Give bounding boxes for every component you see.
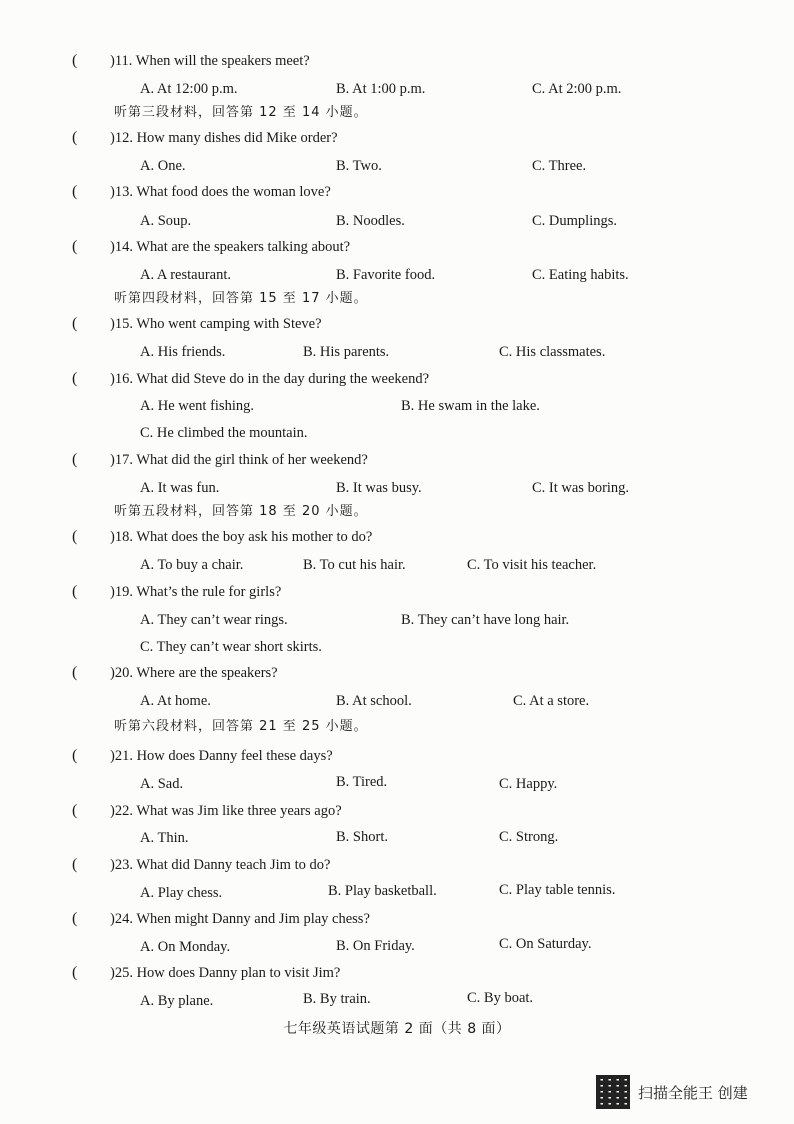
answer-paren: ( bbox=[72, 583, 78, 600]
answer-paren: ( bbox=[72, 183, 78, 200]
question-20: )20. Where are the speakers? bbox=[110, 665, 278, 681]
answer-paren: ( bbox=[72, 964, 78, 981]
qr-code-icon bbox=[596, 1075, 630, 1109]
section-3-instruction: 听第三段材料，回答第 12 至 14 小题。 bbox=[114, 105, 368, 120]
section-6-instruction: 听第六段材料，回答第 21 至 25 小题。 bbox=[114, 719, 368, 734]
option-23-c: C. Play table tennis. bbox=[499, 882, 616, 898]
option-20-c: C. At a store. bbox=[513, 693, 590, 709]
question-12: )12. How many dishes did Mike order? bbox=[110, 130, 338, 146]
question-21: )21. How does Danny feel these days? bbox=[110, 748, 333, 764]
answer-paren: ( bbox=[72, 451, 78, 468]
option-16-a: A. He went fishing. bbox=[140, 398, 254, 414]
option-13-a: A. Soup. bbox=[140, 213, 192, 229]
question-11: )11. When will the speakers meet? bbox=[110, 53, 310, 69]
question-15: )15. Who went camping with Steve? bbox=[110, 316, 322, 332]
question-17: )17. What did the girl think of her weekend? bbox=[110, 452, 368, 468]
option-22-b: B. Short. bbox=[336, 829, 388, 845]
option-15-c: C. His classmates. bbox=[499, 344, 606, 360]
answer-paren: ( bbox=[72, 528, 78, 545]
option-23-b: B. Play basketball. bbox=[328, 883, 437, 899]
option-17-c: C. It was boring. bbox=[532, 480, 630, 496]
option-14-c: C. Eating habits. bbox=[532, 267, 629, 283]
option-15-a: A. His friends. bbox=[140, 344, 226, 360]
option-22-c: C. Strong. bbox=[499, 829, 559, 845]
scanner-watermark bbox=[596, 1075, 748, 1109]
answer-paren: ( bbox=[72, 129, 78, 146]
answer-paren: ( bbox=[72, 238, 78, 255]
page-footer: 七年级英语试题第 2 面（共 8 面） bbox=[283, 1021, 511, 1037]
option-12-b: B. Two. bbox=[336, 158, 382, 174]
option-16-b: B. He swam in the lake. bbox=[401, 398, 540, 414]
answer-paren: ( bbox=[72, 802, 78, 819]
option-25-c: C. By boat. bbox=[467, 990, 534, 1006]
option-19-a: A. They can’t wear rings. bbox=[140, 612, 288, 628]
option-22-a: A. Thin. bbox=[140, 830, 189, 846]
answer-paren: ( bbox=[72, 52, 78, 69]
answer-paren: ( bbox=[72, 315, 78, 332]
option-18-a: A. To buy a chair. bbox=[140, 557, 244, 573]
answer-paren: ( bbox=[72, 747, 78, 764]
option-24-a: A. On Monday. bbox=[140, 939, 231, 955]
option-24-c: C. On Saturday. bbox=[499, 936, 592, 952]
question-22: )22. What was Jim like three years ago? bbox=[110, 803, 342, 819]
question-13: )13. What food does the woman love? bbox=[110, 184, 331, 200]
option-25-a: A. By plane. bbox=[140, 993, 214, 1009]
section-4-instruction: 听第四段材料，回答第 15 至 17 小题。 bbox=[114, 291, 368, 306]
option-17-b: B. It was busy. bbox=[336, 480, 422, 496]
option-19-b: B. They can’t have long hair. bbox=[401, 612, 570, 628]
option-14-a: A. A restaurant. bbox=[140, 267, 232, 283]
question-25: )25. How does Danny plan to visit Jim? bbox=[110, 965, 341, 981]
option-21-a: A. Sad. bbox=[140, 776, 184, 792]
option-18-c: C. To visit his teacher. bbox=[467, 557, 597, 573]
question-23: )23. What did Danny teach Jim to do? bbox=[110, 857, 331, 873]
option-21-b: B. Tired. bbox=[336, 774, 388, 790]
question-24: )24. When might Danny and Jim play chess? bbox=[110, 911, 370, 927]
option-17-a: A. It was fun. bbox=[140, 480, 220, 496]
option-11-b: B. At 1:00 p.m. bbox=[336, 81, 426, 97]
option-14-b: B. Favorite food. bbox=[336, 267, 436, 283]
question-14: )14. What are the speakers talking about? bbox=[110, 239, 351, 255]
option-18-b: B. To cut his hair. bbox=[303, 557, 406, 573]
section-5-instruction: 听第五段材料，回答第 18 至 20 小题。 bbox=[114, 504, 368, 519]
answer-paren: ( bbox=[72, 370, 78, 387]
option-24-b: B. On Friday. bbox=[336, 938, 415, 954]
question-19: )19. What’s the rule for girls? bbox=[110, 584, 282, 600]
option-20-a: A. At home. bbox=[140, 693, 211, 709]
option-13-b: B. Noodles. bbox=[336, 213, 405, 229]
answer-paren: ( bbox=[72, 910, 78, 927]
scanner-label: 扫描全能王 创建 bbox=[638, 1083, 748, 1102]
option-15-b: B. His parents. bbox=[303, 344, 390, 360]
answer-paren: ( bbox=[72, 664, 78, 681]
question-16: )16. What did Steve do in the day during the weekend? bbox=[110, 371, 430, 387]
option-25-b: B. By train. bbox=[303, 991, 371, 1007]
option-12-c: C. Three. bbox=[532, 158, 587, 174]
option-21-c: C. Happy. bbox=[499, 776, 558, 792]
answer-paren: ( bbox=[72, 856, 78, 873]
option-13-c: C. Dumplings. bbox=[532, 213, 617, 229]
option-20-b: B. At school. bbox=[336, 693, 412, 709]
option-12-a: A. One. bbox=[140, 158, 186, 174]
option-16-c: C. He climbed the mountain. bbox=[140, 425, 308, 441]
option-11-a: A. At 12:00 p.m. bbox=[140, 81, 238, 97]
option-19-c: C. They can’t wear short skirts. bbox=[140, 639, 322, 655]
option-11-c: C. At 2:00 p.m. bbox=[532, 81, 622, 97]
question-18: )18. What does the boy ask his mother to do? bbox=[110, 529, 373, 545]
option-23-a: A. Play chess. bbox=[140, 885, 223, 901]
